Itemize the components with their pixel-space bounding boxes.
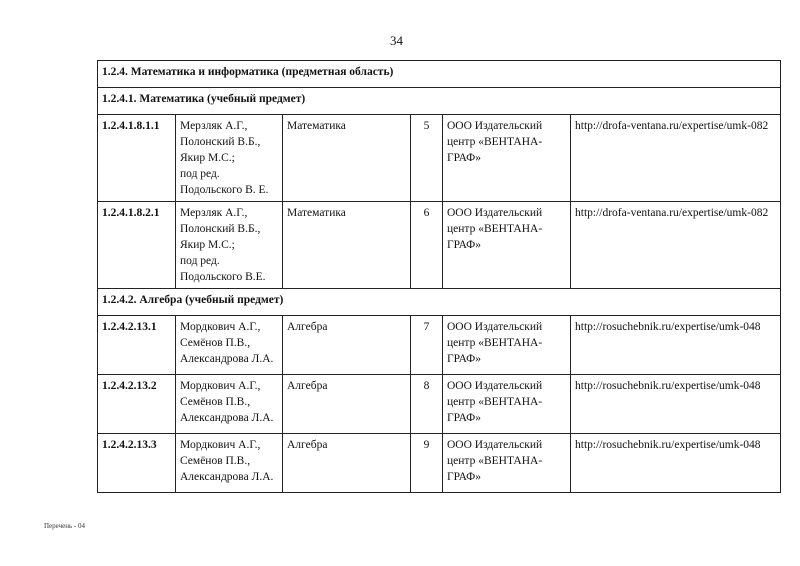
- section-heading: 1.2.4.1. Математика (учебный предмет): [98, 88, 781, 115]
- table-row: [98, 434, 781, 493]
- author-line: Александрова Л.А.: [180, 471, 274, 483]
- title-cell: Математика: [283, 202, 411, 289]
- section-row: [98, 61, 781, 88]
- author-line: Полонский В.Б.,: [180, 136, 261, 148]
- author-line: Подольского В.Е.: [180, 271, 266, 283]
- author-line: Семёнов П.В.,: [180, 396, 251, 408]
- code-cell: 1.2.4.1.8.1.1: [98, 115, 176, 202]
- page-number: 34: [390, 33, 403, 48]
- code-cell: 1.2.4.1.8.2.1: [98, 202, 176, 289]
- section-row: [98, 88, 781, 115]
- table-row: [98, 375, 781, 434]
- grade-cell: 5: [411, 115, 443, 202]
- authors-cell: [176, 434, 283, 493]
- section-heading: 1.2.4.2. Алгебра (учебный предмет): [98, 289, 781, 316]
- author-line: Мордкович А.Г.,: [180, 380, 261, 392]
- footer-label: Перечень - 04: [44, 522, 85, 530]
- url-cell: http://rosuchebnik.ru/expertise/umk-048: [571, 375, 781, 434]
- grade-cell: 6: [411, 202, 443, 289]
- url-cell: http://rosuchebnik.ru/expertise/umk-048: [571, 316, 781, 375]
- url-cell: http://drofa-ventana.ru/expertise/umk-082: [571, 202, 781, 289]
- title-cell: Алгебра: [283, 316, 411, 375]
- author-line: Якир М.С.;: [180, 152, 235, 164]
- publisher-cell: ООО Издательский центр «ВЕНТАНА-ГРАФ»: [443, 202, 571, 289]
- table-row: [98, 202, 781, 289]
- table-row: [98, 316, 781, 375]
- authors-cell: [176, 115, 283, 202]
- title-cell: Алгебра: [283, 434, 411, 493]
- author-line: Подольского В. Е.: [180, 184, 269, 196]
- textbook-table: [97, 60, 781, 493]
- author-line: Якир М.С.;: [180, 239, 235, 251]
- author-line: под ред.: [180, 255, 220, 267]
- title-cell: Алгебра: [283, 375, 411, 434]
- author-line: Семёнов П.В.,: [180, 337, 251, 349]
- url-cell: http://drofa-ventana.ru/expertise/umk-082: [571, 115, 781, 202]
- code-cell: 1.2.4.2.13.3: [98, 434, 176, 493]
- author-line: Семёнов П.В.,: [180, 455, 251, 467]
- author-line: Александрова Л.А.: [180, 353, 274, 365]
- section-heading: 1.2.4. Математика и информатика (предметная область): [98, 61, 781, 88]
- author-line: Александрова Л.А.: [180, 412, 274, 424]
- grade-cell: 8: [411, 375, 443, 434]
- author-line: Мордкович А.Г.,: [180, 321, 261, 333]
- author-line: Мерзляк А.Г.,: [180, 207, 248, 219]
- authors-cell: [176, 375, 283, 434]
- author-line: Полонский В.Б.,: [180, 223, 261, 235]
- publisher-cell: ООО Издательский центр «ВЕНТАНА-ГРАФ»: [443, 434, 571, 493]
- section-row: [98, 289, 781, 316]
- authors-cell: [176, 316, 283, 375]
- url-cell: http://rosuchebnik.ru/expertise/umk-048: [571, 434, 781, 493]
- grade-cell: 7: [411, 316, 443, 375]
- author-line: Мерзляк А.Г.,: [180, 120, 248, 132]
- grade-cell: 9: [411, 434, 443, 493]
- title-cell: Математика: [283, 115, 411, 202]
- publisher-cell: ООО Издательский центр «ВЕНТАНА-ГРАФ»: [443, 316, 571, 375]
- table-row: [98, 115, 781, 202]
- code-cell: 1.2.4.2.13.2: [98, 375, 176, 434]
- author-line: Мордкович А.Г.,: [180, 439, 261, 451]
- authors-cell: [176, 202, 283, 289]
- author-line: под ред.: [180, 168, 220, 180]
- publisher-cell: ООО Издательский центр «ВЕНТАНА-ГРАФ»: [443, 375, 571, 434]
- code-cell: 1.2.4.2.13.1: [98, 316, 176, 375]
- publisher-cell: ООО Издательский центр «ВЕНТАНА-ГРАФ»: [443, 115, 571, 202]
